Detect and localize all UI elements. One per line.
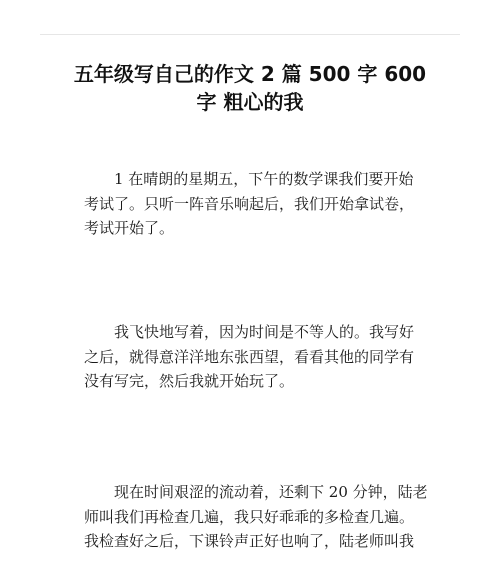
paragraph-line: 之后，就得意洋洋地东张西望，看看其他的同学有 bbox=[84, 347, 415, 366]
paragraph-line: 考试了。只听一阵音乐响起后，我们开始拿试卷， bbox=[84, 194, 415, 213]
paragraph-1 bbox=[84, 167, 424, 241]
title-line-2: 字 粗心的我 bbox=[196, 90, 304, 114]
paragraph-line: 师叫我们再检查几遍，我只好乖乖的多检查几遍。 bbox=[84, 507, 415, 526]
paragraph-line: 1 在晴朗的星期五，下午的数学课我们要开始 bbox=[114, 170, 414, 188]
paragraph-line: 现在时间艰涩的流动着，还剩下 20 分钟，陆老 bbox=[114, 483, 428, 501]
paragraph-line: 考试开始了。 bbox=[84, 219, 175, 237]
header-divider bbox=[40, 34, 460, 35]
paragraph-line: 我飞快地写着，因为时间是不等人的。我写好 bbox=[114, 323, 415, 341]
paragraph-2 bbox=[84, 320, 424, 394]
title-line-1: 五年级写自己的作文 2 篇 500 字 600 bbox=[73, 62, 427, 86]
paragraph-3 bbox=[84, 480, 428, 554]
paragraph-line: 我检查好之后，下课铃声正好也响了，陆老师叫我 bbox=[84, 532, 415, 550]
document-title bbox=[60, 60, 440, 116]
paragraph-line: 没有写完，然后我就开始玩了。 bbox=[84, 372, 295, 390]
